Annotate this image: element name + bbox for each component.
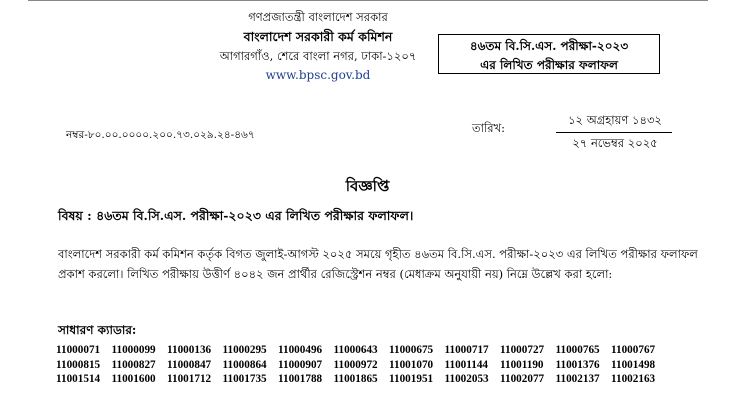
date-english: ২৭ নভেম্বর ২০২৫ bbox=[572, 136, 658, 150]
roll-number: 11001865 bbox=[333, 373, 378, 385]
roll-number: 11001735 bbox=[222, 373, 267, 385]
commission-address: আগারগাঁও, শেরে বাংলা নগর, ঢাকা-১২০৭ bbox=[219, 49, 417, 63]
roll-number: 11001376 bbox=[555, 358, 600, 371]
roll-number: 11001788 bbox=[278, 373, 323, 385]
date-divider bbox=[556, 132, 672, 133]
result-box-line2: এর লিখিত পরীক্ষার ফলাফল bbox=[480, 58, 618, 72]
date-bangla: ১২ অগ্রহায়ণ ১৪৩২ bbox=[568, 113, 662, 127]
roll-number: 11000765 bbox=[555, 344, 600, 356]
roll-number: 11002053 bbox=[444, 373, 489, 385]
memo-number: নম্বর-৮০.০০.০০০০.২০০.৭৩.০২৯.২৪-৪৬৭ bbox=[66, 129, 255, 141]
notice-paragraph: বাংলাদেশ সরকারী কর্ম কমিশন কর্তৃক বিগত জুলাই-আগস্ট ২০২৫ সময়ে গৃহীত ৪৬তম বি.সি.এস. পরীক্ষা-২০২৩ এর লিখিত পরীক্ষার ফলাফল প্রকাশ করলো। লিখিত পরীক্ষায় উত্তীর্ণ ৪০৪২ জন প্রার্থীর রেজিস্ট্রেশন নম্বর (মেধাক্রম অনুযায়ী নয়) নিম্নে উল্লেখ করা হলো: bbox=[58, 247, 698, 281]
registration-number-grid bbox=[56, 343, 726, 387]
table-row bbox=[56, 343, 726, 358]
roll-number: 11000136 bbox=[167, 344, 212, 356]
roll-number: 11000717 bbox=[444, 344, 489, 356]
roll-number: 11001951 bbox=[389, 373, 434, 385]
table-row bbox=[56, 389, 726, 398]
roll-number: 11000972 bbox=[333, 358, 378, 371]
roll-number: 11001600 bbox=[111, 373, 156, 385]
roll-number: 11001144 bbox=[444, 358, 489, 371]
roll-number: 11000864 bbox=[222, 358, 267, 371]
roll-number: 11000727 bbox=[500, 344, 545, 356]
website-link[interactable]: www.bpsc.gov.bd bbox=[265, 68, 371, 82]
result-box-line1: ৪৬তম বি.সি.এস. পরীক্ষা-২০২৩ bbox=[469, 39, 629, 53]
roll-number bbox=[56, 389, 112, 398]
notice-title: বিজ্ঞপ্তি bbox=[345, 177, 390, 195]
subject-line: বিষয় : ৪৬তম বি.সি.এস. পরীক্ষা-২০২৩ এর লিখিত পরীক্ষার ফলাফল। bbox=[58, 208, 414, 223]
roll-number: 11000643 bbox=[333, 344, 378, 356]
roll-number: 11001514 bbox=[56, 373, 101, 385]
roll-number: 11001712 bbox=[167, 373, 212, 385]
roll-number: 11000496 bbox=[278, 344, 323, 356]
roll-number: 11000815 bbox=[56, 358, 101, 371]
roll-number: 11000847 bbox=[167, 358, 212, 371]
roll-number: 11000295 bbox=[222, 344, 267, 356]
section-title-general-cadre: সাধারণ ক্যাডার: bbox=[58, 323, 137, 337]
roll-number: 11000827 bbox=[111, 358, 156, 371]
roll-number: 11000907 bbox=[278, 358, 323, 371]
top-border-line bbox=[28, 0, 708, 1]
government-name: গণপ্রজাতন্ত্রী বাংলাদেশ সরকার bbox=[248, 10, 388, 24]
table-row bbox=[56, 358, 726, 373]
roll-number: 11002077 bbox=[500, 373, 545, 385]
result-title-box bbox=[438, 34, 660, 74]
roll-number: 11000099 bbox=[111, 344, 156, 356]
date-label: তারিখ: bbox=[472, 121, 506, 135]
roll-number: 11002137 bbox=[555, 373, 600, 385]
roll-number: 11000767 bbox=[611, 344, 656, 356]
roll-number: 11000071 bbox=[56, 344, 101, 356]
roll-number: 11001190 bbox=[500, 358, 544, 371]
roll-number: 11002163 bbox=[611, 373, 656, 385]
partial-next-row bbox=[56, 389, 726, 400]
table-row bbox=[56, 372, 726, 387]
roll-number: 11001070 bbox=[389, 358, 434, 371]
commission-name: বাংলাদেশ সরকারী কর্ম কমিশন bbox=[243, 29, 393, 44]
roll-number: 11000675 bbox=[389, 344, 434, 356]
roll-number: 11001498 bbox=[611, 358, 656, 371]
letterhead bbox=[168, 8, 468, 85]
